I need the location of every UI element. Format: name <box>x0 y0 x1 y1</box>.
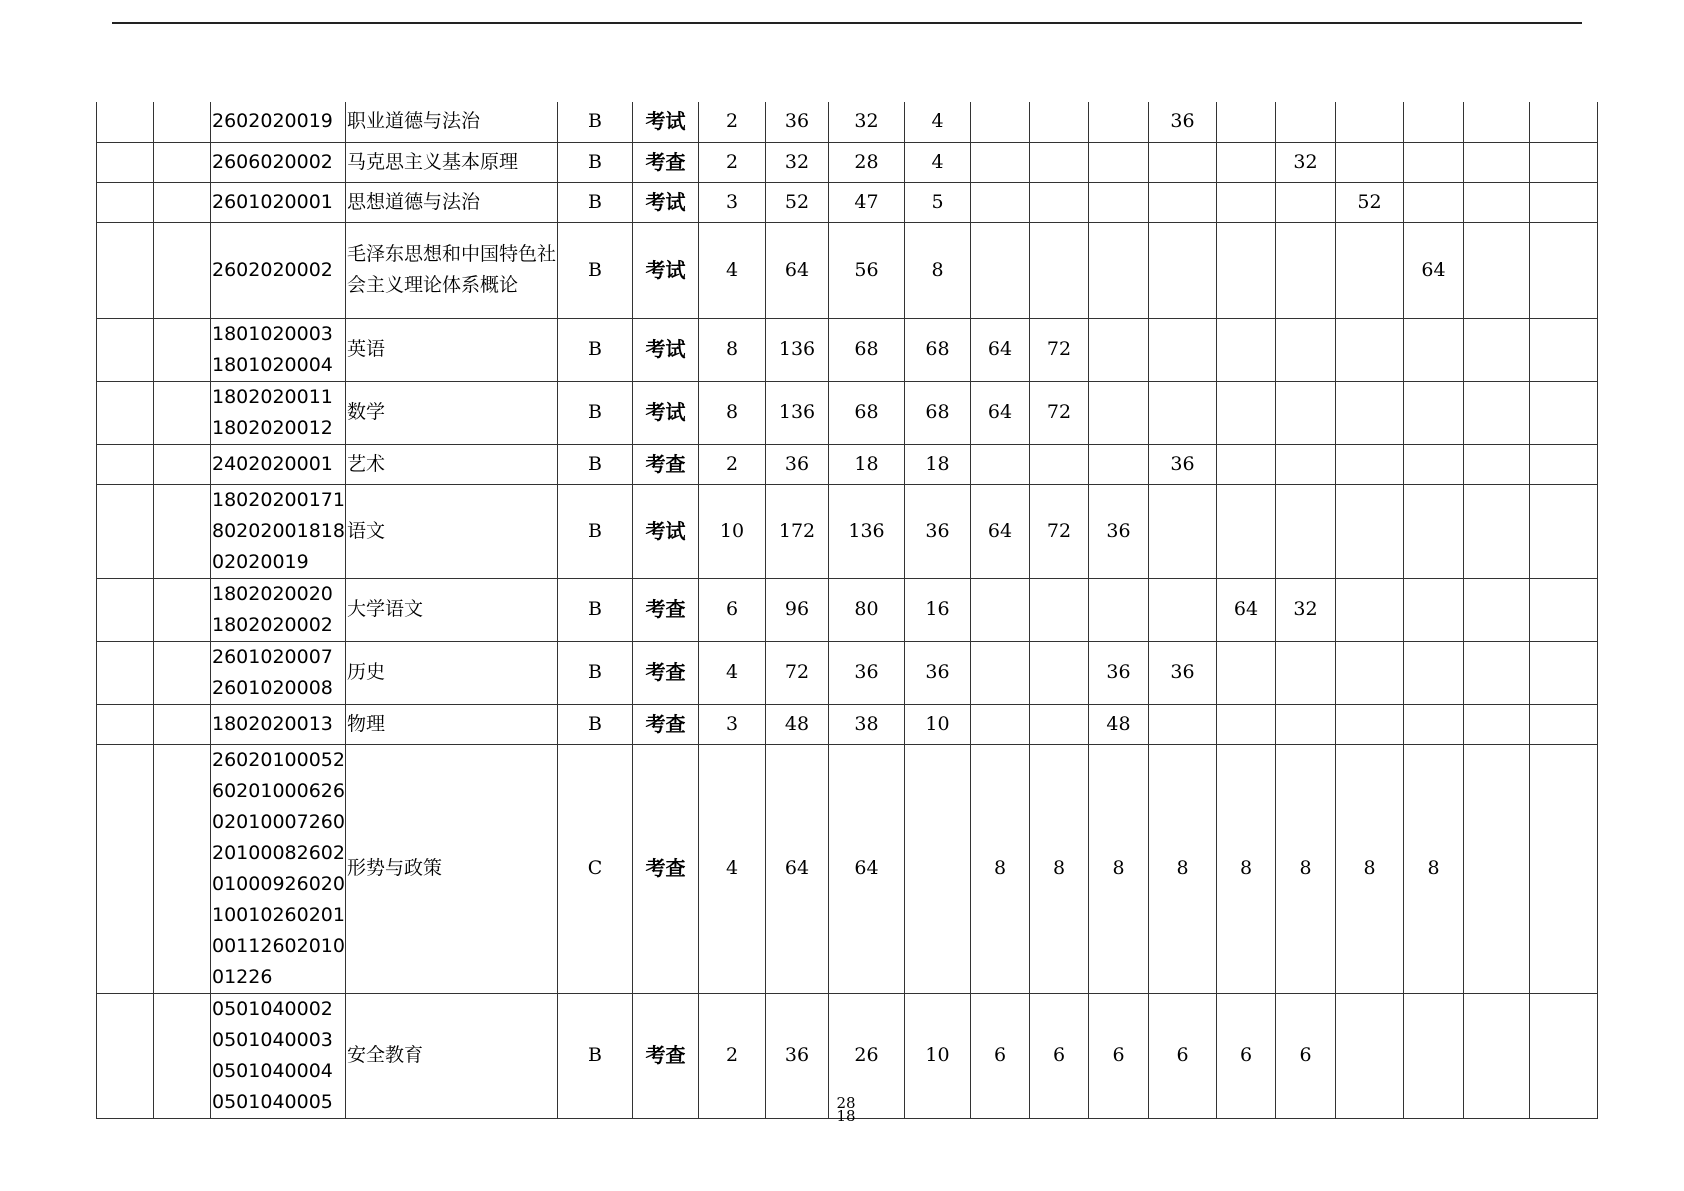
semester-hours-cell <box>1404 142 1464 182</box>
semester-hours-cell <box>1530 484 1598 578</box>
semester-hours-cell <box>1217 102 1276 142</box>
semester-hours-cell <box>1464 182 1530 222</box>
assessment-cell: 考试 <box>633 318 699 381</box>
course-type-cell: B <box>558 182 633 222</box>
course-name-cell: 思想道德与法治 <box>346 182 558 222</box>
course-code-cell: 1802020020 1802020002 <box>211 578 346 641</box>
course-type-cell: B <box>558 578 633 641</box>
semester-hours-cell: 48 <box>1089 704 1149 744</box>
practice-hours-cell: 5 <box>905 182 971 222</box>
semester-hours-cell: 36 <box>1089 484 1149 578</box>
category-cell <box>97 444 154 484</box>
subcategory-cell <box>154 182 211 222</box>
table-row <box>97 704 1598 744</box>
subcategory-cell <box>154 318 211 381</box>
subcategory-cell <box>154 142 211 182</box>
semester-hours-cell <box>1149 222 1217 318</box>
semester-hours-cell <box>1276 102 1336 142</box>
semester-hours-cell <box>1030 641 1089 704</box>
semester-hours-cell <box>1089 381 1149 444</box>
total-hours-cell: 72 <box>766 641 829 704</box>
total-hours-cell: 96 <box>766 578 829 641</box>
theory-hours-cell: 26 <box>829 993 905 1118</box>
course-code-cell: 0501040002 0501040003 0501040004 0501040005 <box>211 993 346 1118</box>
table-row <box>97 182 1598 222</box>
semester-hours-cell <box>1276 222 1336 318</box>
semester-hours-cell <box>1276 381 1336 444</box>
semester-hours-cell: 64 <box>971 484 1030 578</box>
course-code-cell: 1802020011 1802020012 <box>211 381 346 444</box>
semester-hours-cell: 8 <box>971 744 1030 993</box>
semester-hours-cell <box>1530 641 1598 704</box>
assessment-cell: 考试 <box>633 381 699 444</box>
category-cell <box>97 993 154 1118</box>
semester-hours-cell <box>1336 704 1404 744</box>
subcategory-cell <box>154 578 211 641</box>
course-name-cell: 语文 <box>346 484 558 578</box>
semester-hours-cell <box>1030 142 1089 182</box>
table-row <box>97 222 1598 318</box>
subcategory-cell <box>154 704 211 744</box>
semester-hours-cell <box>1404 444 1464 484</box>
category-cell <box>97 222 154 318</box>
course-code-cell: 180202001718020200181802020019 <box>211 484 346 578</box>
course-code-cell: 1801020003 1801020004 <box>211 318 346 381</box>
semester-hours-cell <box>1089 102 1149 142</box>
page-number-bottom: 18 <box>836 1107 856 1125</box>
credit-cell: 3 <box>699 704 766 744</box>
semester-hours-cell <box>1464 102 1530 142</box>
course-type-cell: B <box>558 142 633 182</box>
semester-hours-cell: 8 <box>1336 744 1404 993</box>
semester-hours-cell: 32 <box>1276 578 1336 641</box>
course-name-cell: 职业道德与法治 <box>346 102 558 142</box>
semester-hours-cell <box>1336 484 1404 578</box>
semester-hours-cell: 36 <box>1149 641 1217 704</box>
semester-hours-cell <box>1089 444 1149 484</box>
semester-hours-cell <box>1217 704 1276 744</box>
semester-hours-cell <box>1030 182 1089 222</box>
semester-hours-cell: 72 <box>1030 381 1089 444</box>
semester-hours-cell <box>1217 641 1276 704</box>
total-hours-cell: 64 <box>766 222 829 318</box>
course-code-cell: 2602020019 <box>211 102 346 142</box>
semester-hours-cell: 36 <box>1089 641 1149 704</box>
credit-cell: 2 <box>699 444 766 484</box>
semester-hours-cell <box>1404 704 1464 744</box>
course-name-cell: 艺术 <box>346 444 558 484</box>
course-name-cell: 历史 <box>346 641 558 704</box>
semester-hours-cell <box>1530 222 1598 318</box>
theory-hours-cell: 36 <box>829 641 905 704</box>
credit-cell: 2 <box>699 993 766 1118</box>
total-hours-cell: 172 <box>766 484 829 578</box>
semester-hours-cell: 6 <box>1089 993 1149 1118</box>
semester-hours-cell <box>1464 444 1530 484</box>
semester-hours-cell: 6 <box>1217 993 1276 1118</box>
semester-hours-cell <box>971 578 1030 641</box>
total-hours-cell: 36 <box>766 993 829 1118</box>
semester-hours-cell <box>971 182 1030 222</box>
semester-hours-cell <box>1404 102 1464 142</box>
semester-hours-cell <box>1276 641 1336 704</box>
semester-hours-cell <box>1530 381 1598 444</box>
practice-hours-cell: 4 <box>905 142 971 182</box>
practice-hours-cell: 36 <box>905 484 971 578</box>
semester-hours-cell: 8 <box>1217 744 1276 993</box>
semester-hours-cell <box>1530 993 1598 1118</box>
semester-hours-cell <box>1336 102 1404 142</box>
subcategory-cell <box>154 484 211 578</box>
theory-hours-cell: 47 <box>829 182 905 222</box>
semester-hours-cell: 36 <box>1149 444 1217 484</box>
category-cell <box>97 182 154 222</box>
header-rule <box>112 22 1582 24</box>
credit-cell: 4 <box>699 641 766 704</box>
course-type-cell: B <box>558 993 633 1118</box>
semester-hours-cell: 32 <box>1276 142 1336 182</box>
category-cell <box>97 641 154 704</box>
semester-hours-cell <box>1030 704 1089 744</box>
semester-hours-cell <box>1530 142 1598 182</box>
practice-hours-cell: 10 <box>905 993 971 1118</box>
practice-hours-cell: 68 <box>905 318 971 381</box>
table-row <box>97 578 1598 641</box>
course-type-cell: B <box>558 222 633 318</box>
course-name-cell: 大学语文 <box>346 578 558 641</box>
course-name-cell: 物理 <box>346 704 558 744</box>
semester-hours-cell <box>1217 444 1276 484</box>
semester-hours-cell <box>1530 744 1598 993</box>
semester-hours-cell: 64 <box>1217 578 1276 641</box>
semester-hours-cell: 72 <box>1030 484 1089 578</box>
semester-hours-cell: 6 <box>1149 993 1217 1118</box>
semester-hours-cell <box>1217 484 1276 578</box>
category-cell <box>97 318 154 381</box>
semester-hours-cell <box>1464 704 1530 744</box>
semester-hours-cell <box>1089 182 1149 222</box>
course-type-cell: B <box>558 318 633 381</box>
course-name-cell: 英语 <box>346 318 558 381</box>
practice-hours-cell: 36 <box>905 641 971 704</box>
course-name-cell: 安全教育 <box>346 993 558 1118</box>
theory-hours-cell: 68 <box>829 318 905 381</box>
practice-hours-cell: 68 <box>905 381 971 444</box>
semester-hours-cell <box>1530 102 1598 142</box>
semester-hours-cell <box>1217 182 1276 222</box>
category-cell <box>97 484 154 578</box>
course-code-cell: 1802020013 <box>211 704 346 744</box>
total-hours-cell: 64 <box>766 744 829 993</box>
semester-hours-cell <box>1089 318 1149 381</box>
semester-hours-cell <box>1336 578 1404 641</box>
semester-hours-cell <box>1336 142 1404 182</box>
semester-hours-cell <box>1030 222 1089 318</box>
table-row <box>97 142 1598 182</box>
page-number <box>836 1094 856 1125</box>
course-code-cell: 2601020001 <box>211 182 346 222</box>
subcategory-cell <box>154 744 211 993</box>
credit-cell: 4 <box>699 222 766 318</box>
subcategory-cell <box>154 222 211 318</box>
course-type-cell: B <box>558 704 633 744</box>
category-cell <box>97 102 154 142</box>
semester-hours-cell <box>971 704 1030 744</box>
subcategory-cell <box>154 444 211 484</box>
course-name-cell: 形势与政策 <box>346 744 558 993</box>
semester-hours-cell: 8 <box>1089 744 1149 993</box>
credit-cell: 6 <box>699 578 766 641</box>
table-row <box>97 318 1598 381</box>
course-name-cell: 马克思主义基本原理 <box>346 142 558 182</box>
semester-hours-cell: 64 <box>971 318 1030 381</box>
semester-hours-cell <box>1030 444 1089 484</box>
semester-hours-cell <box>1464 993 1530 1118</box>
credit-cell: 8 <box>699 381 766 444</box>
semester-hours-cell: 8 <box>1030 744 1089 993</box>
semester-hours-cell <box>1276 704 1336 744</box>
course-type-cell: B <box>558 641 633 704</box>
semester-hours-cell <box>1404 993 1464 1118</box>
semester-hours-cell <box>1149 142 1217 182</box>
total-hours-cell: 52 <box>766 182 829 222</box>
total-hours-cell: 136 <box>766 318 829 381</box>
total-hours-cell: 36 <box>766 444 829 484</box>
semester-hours-cell: 6 <box>971 993 1030 1118</box>
theory-hours-cell: 64 <box>829 744 905 993</box>
semester-hours-cell <box>1089 578 1149 641</box>
semester-hours-cell <box>1089 222 1149 318</box>
semester-hours-cell <box>1030 102 1089 142</box>
category-cell <box>97 744 154 993</box>
semester-hours-cell <box>1336 993 1404 1118</box>
course-type-cell: B <box>558 444 633 484</box>
assessment-cell: 考试 <box>633 484 699 578</box>
semester-hours-cell <box>1276 484 1336 578</box>
semester-hours-cell <box>1404 641 1464 704</box>
semester-hours-cell <box>1149 182 1217 222</box>
semester-hours-cell <box>1464 142 1530 182</box>
category-cell <box>97 142 154 182</box>
course-code-cell: 2602010005260201000626020100072602010008260201000926020100102602010011260201001226 <box>211 744 346 993</box>
semester-hours-cell <box>971 222 1030 318</box>
semester-hours-cell <box>1149 704 1217 744</box>
course-type-cell: B <box>558 381 633 444</box>
semester-hours-cell <box>1404 381 1464 444</box>
assessment-cell: 考查 <box>633 641 699 704</box>
assessment-cell: 考查 <box>633 142 699 182</box>
practice-hours-cell: 16 <box>905 578 971 641</box>
assessment-cell: 考试 <box>633 102 699 142</box>
semester-hours-cell <box>1404 182 1464 222</box>
table-row <box>97 102 1598 142</box>
table-body <box>97 102 1598 1118</box>
semester-hours-cell <box>971 641 1030 704</box>
semester-hours-cell <box>1530 182 1598 222</box>
theory-hours-cell: 56 <box>829 222 905 318</box>
semester-hours-cell <box>1217 142 1276 182</box>
assessment-cell: 考查 <box>633 993 699 1118</box>
assessment-cell: 考查 <box>633 444 699 484</box>
course-type-cell: B <box>558 484 633 578</box>
course-name-cell: 毛泽东思想和中国特色社会主义理论体系概论 <box>346 222 558 318</box>
semester-hours-cell <box>1404 318 1464 381</box>
theory-hours-cell: 28 <box>829 142 905 182</box>
category-cell <box>97 381 154 444</box>
theory-hours-cell: 38 <box>829 704 905 744</box>
category-cell <box>97 578 154 641</box>
subcategory-cell <box>154 641 211 704</box>
page-number-top: 28 <box>836 1094 856 1112</box>
semester-hours-cell <box>1149 381 1217 444</box>
semester-hours-cell <box>1149 318 1217 381</box>
assessment-cell: 考查 <box>633 744 699 993</box>
semester-hours-cell <box>1217 222 1276 318</box>
course-name-cell: 数学 <box>346 381 558 444</box>
semester-hours-cell <box>1149 484 1217 578</box>
credit-cell: 10 <box>699 484 766 578</box>
semester-hours-cell <box>1030 578 1089 641</box>
course-code-cell: 2402020001 <box>211 444 346 484</box>
semester-hours-cell: 64 <box>971 381 1030 444</box>
table-row <box>97 381 1598 444</box>
table-row <box>97 744 1598 993</box>
semester-hours-cell <box>971 444 1030 484</box>
semester-hours-cell <box>1336 641 1404 704</box>
semester-hours-cell <box>1217 318 1276 381</box>
semester-hours-cell <box>1464 744 1530 993</box>
semester-hours-cell <box>1276 318 1336 381</box>
semester-hours-cell <box>1276 444 1336 484</box>
total-hours-cell: 32 <box>766 142 829 182</box>
semester-hours-cell: 52 <box>1336 182 1404 222</box>
semester-hours-cell: 72 <box>1030 318 1089 381</box>
theory-hours-cell: 136 <box>829 484 905 578</box>
semester-hours-cell <box>1276 182 1336 222</box>
credit-cell: 3 <box>699 182 766 222</box>
practice-hours-cell: 10 <box>905 704 971 744</box>
table-row <box>97 641 1598 704</box>
semester-hours-cell <box>1464 641 1530 704</box>
semester-hours-cell <box>971 102 1030 142</box>
semester-hours-cell <box>1336 381 1404 444</box>
semester-hours-cell <box>1089 142 1149 182</box>
assessment-cell: 考试 <box>633 222 699 318</box>
assessment-cell: 考查 <box>633 704 699 744</box>
course-code-cell: 2602020002 <box>211 222 346 318</box>
semester-hours-cell: 6 <box>1276 993 1336 1118</box>
subcategory-cell <box>154 993 211 1118</box>
semester-hours-cell <box>1149 578 1217 641</box>
semester-hours-cell <box>1464 222 1530 318</box>
semester-hours-cell: 64 <box>1404 222 1464 318</box>
table-row <box>97 484 1598 578</box>
assessment-cell: 考查 <box>633 578 699 641</box>
semester-hours-cell <box>1217 381 1276 444</box>
theory-hours-cell: 68 <box>829 381 905 444</box>
semester-hours-cell <box>1336 222 1404 318</box>
semester-hours-cell <box>1464 381 1530 444</box>
table-row <box>97 444 1598 484</box>
semester-hours-cell: 8 <box>1149 744 1217 993</box>
semester-hours-cell <box>1464 318 1530 381</box>
course-type-cell: C <box>558 744 633 993</box>
course-type-cell: B <box>558 102 633 142</box>
assessment-cell: 考试 <box>633 182 699 222</box>
semester-hours-cell <box>1464 578 1530 641</box>
semester-hours-cell <box>1464 484 1530 578</box>
practice-hours-cell: 4 <box>905 102 971 142</box>
semester-hours-cell <box>1530 704 1598 744</box>
credit-cell: 2 <box>699 142 766 182</box>
semester-hours-cell: 36 <box>1149 102 1217 142</box>
course-code-cell: 2606020002 <box>211 142 346 182</box>
theory-hours-cell: 32 <box>829 102 905 142</box>
course-table <box>96 102 1598 1119</box>
semester-hours-cell <box>1530 318 1598 381</box>
course-code-cell: 2601020007 2601020008 <box>211 641 346 704</box>
semester-hours-cell <box>1404 578 1464 641</box>
semester-hours-cell: 8 <box>1404 744 1464 993</box>
semester-hours-cell <box>1530 578 1598 641</box>
subcategory-cell <box>154 102 211 142</box>
semester-hours-cell: 6 <box>1030 993 1089 1118</box>
credit-cell: 4 <box>699 744 766 993</box>
semester-hours-cell <box>971 142 1030 182</box>
total-hours-cell: 36 <box>766 102 829 142</box>
subcategory-cell <box>154 381 211 444</box>
total-hours-cell: 48 <box>766 704 829 744</box>
semester-hours-cell <box>1530 444 1598 484</box>
semester-hours-cell: 8 <box>1276 744 1336 993</box>
practice-hours-cell: 18 <box>905 444 971 484</box>
semester-hours-cell <box>1336 444 1404 484</box>
theory-hours-cell: 80 <box>829 578 905 641</box>
semester-hours-cell <box>1336 318 1404 381</box>
course-table-wrap <box>96 102 1598 1119</box>
practice-hours-cell <box>905 744 971 993</box>
practice-hours-cell: 8 <box>905 222 971 318</box>
category-cell <box>97 704 154 744</box>
credit-cell: 8 <box>699 318 766 381</box>
credit-cell: 2 <box>699 102 766 142</box>
theory-hours-cell: 18 <box>829 444 905 484</box>
semester-hours-cell <box>1404 484 1464 578</box>
total-hours-cell: 136 <box>766 381 829 444</box>
